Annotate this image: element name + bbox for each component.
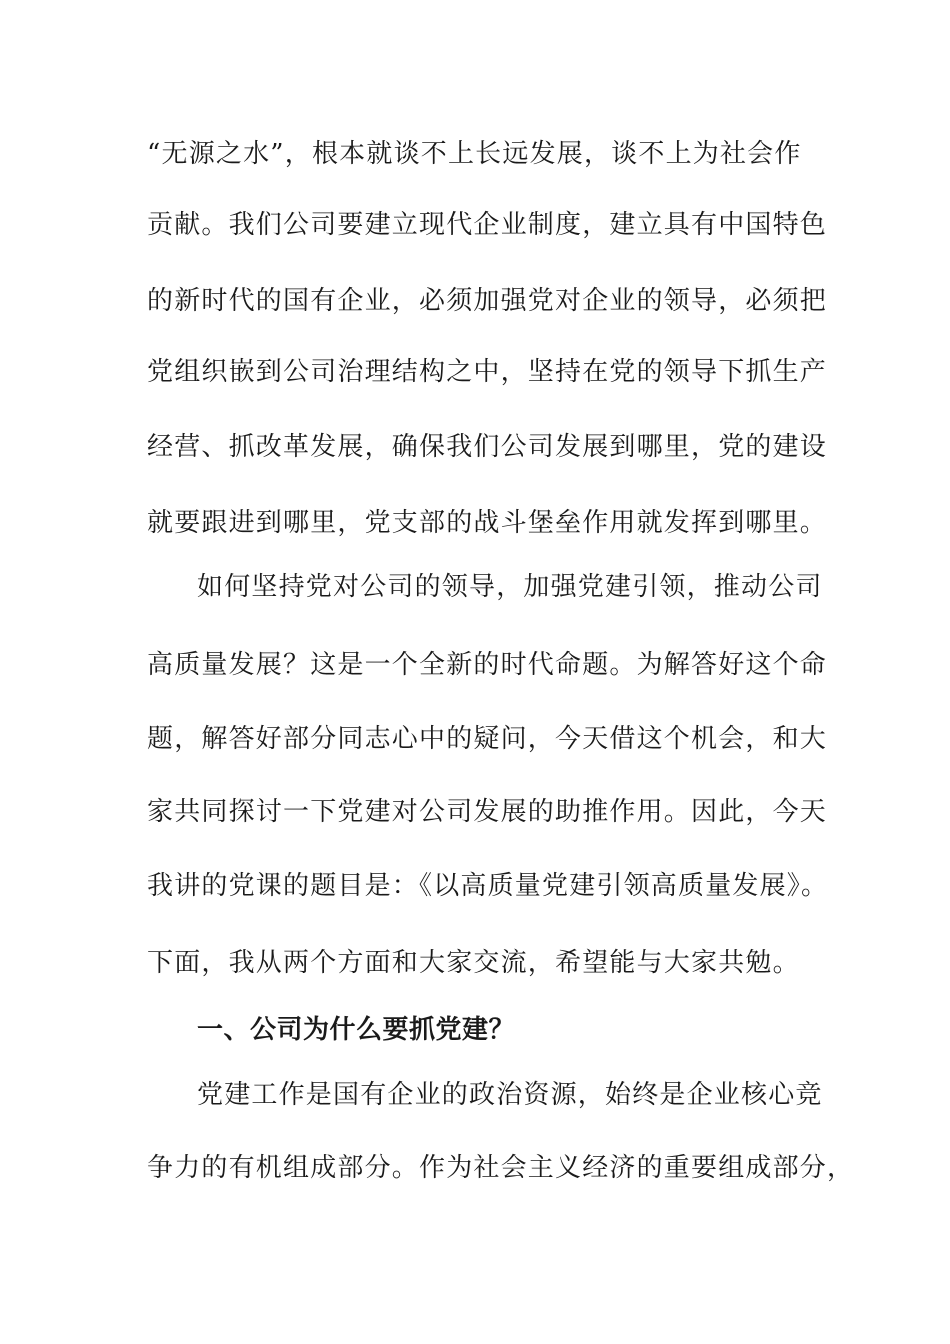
paragraph-line: 党建工作是国有企业的政治资源，始终是企业核心竞 (197, 1080, 823, 1110)
paragraph-line: 我讲的党课的题目是：《以高质量党建引领高质量发展》。 (147, 871, 829, 901)
paragraph-line: 争力的有机组成部分。作为社会主义经济的重要组成部分， (147, 1153, 855, 1183)
paragraph-line: 高质量发展？这是一个全新的时代命题。为解答好这个命 (147, 650, 828, 680)
paragraph-line: 的新时代的国有企业，必须加强党对企业的领导，必须把 (147, 286, 828, 316)
paragraph-line: 就要跟进到哪里，党支部的战斗堡垒作用就发挥到哪里。 (147, 508, 828, 538)
paragraph-line: 如何坚持党对公司的领导，加强党建引领，推动公司 (197, 572, 823, 602)
paragraph-line: 家共同探讨一下党建对公司发展的助推作用。因此，今天 (147, 797, 828, 827)
paragraph-line: 贡献。我们公司要建立现代企业制度，建立具有中国特色 (147, 210, 828, 240)
paragraph-line: 下面，我从两个方面和大家交流，希望能与大家共勉。 (147, 948, 800, 978)
paragraph-line: “无源之水”，根本就谈不上长远发展，谈不上为社会作 (147, 139, 802, 169)
section-heading: 一、公司为什么要抓党建？ (197, 1015, 516, 1045)
paragraph-line: 党组织嵌到公司治理结构之中，坚持在党的领导下抓生产 (147, 357, 828, 387)
paragraph-line: 经营、抓改革发展，确保我们公司发展到哪里，党的建设 (147, 432, 828, 462)
paragraph-line: 题，解答好部分同志心中的疑问，今天借这个机会，和大 (147, 724, 828, 754)
